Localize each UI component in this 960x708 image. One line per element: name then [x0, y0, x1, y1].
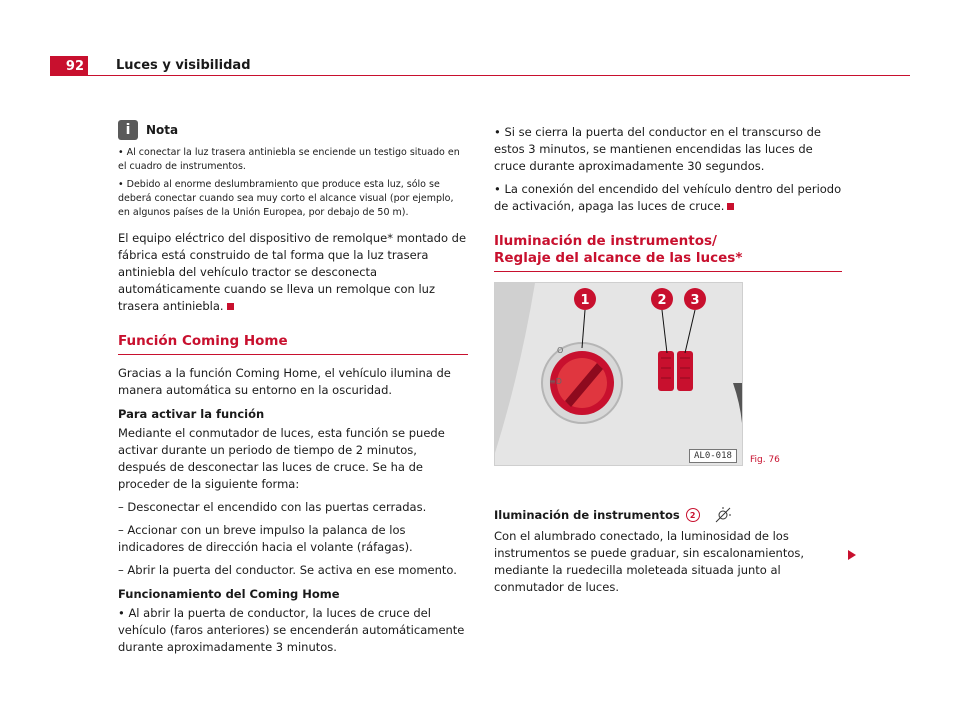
- activate-text: Mediante el conmutador de luces, esta función se puede activar durante un periodo de tiempo de 2 minutos, después de desconectar las luces de cruce. Se ha de proceder de la siguiente forma:: [118, 426, 445, 491]
- svg-text:O: O: [557, 346, 564, 355]
- right-paragraph-1: • Si se cierra la puerta del conductor en el transcurso de estos 3 minutos, se mantienen encendidas las luces de cruce durante aproximadamente 30 segundos.: [494, 125, 821, 173]
- page-number: 92: [50, 56, 88, 76]
- header-rule: [88, 75, 910, 76]
- info-icon: i: [118, 120, 138, 140]
- section-title-instruments: [494, 233, 842, 272]
- dimmer-icon: [714, 506, 732, 524]
- note-item: • Al conectar la luz trasera antiniebla se enciende un testigo situado en el cuadro de instrumentos.: [118, 147, 460, 172]
- subhead-activate: Para activar la función: [118, 407, 265, 421]
- callout-1: 1: [580, 293, 590, 308]
- subhead-instruments: [494, 506, 844, 524]
- note-title: Nota: [146, 123, 179, 137]
- section-intro: Gracias a la función Coming Home, el vehículo ilumina de manera automática su entorno en la oscuridad.: [118, 366, 451, 397]
- instruments-text: Con el alumbrado conectado, la luminosidad de los instrumentos se puede graduar, sin escalonamientos, mediante la ruedecilla moleteada situada junto al conmutador de luces.: [494, 529, 805, 594]
- ref-circle: 2: [686, 508, 700, 522]
- subhead-instruments-text: Iluminación de instrumentos: [494, 508, 680, 522]
- callout-2: 2: [657, 293, 667, 308]
- light-switch-illustration: [495, 283, 742, 465]
- figure-label: Fig. 76: [750, 455, 780, 465]
- end-mark-icon: [727, 203, 734, 210]
- figure-code: AL0-018: [689, 449, 737, 463]
- callout-3: 3: [690, 293, 700, 308]
- step-item: – Accionar con un breve impulso la palanca de los indicadores de dirección hacia el volante (ráfagas).: [118, 523, 413, 554]
- end-mark-icon: [227, 303, 234, 310]
- section-title-line-1: Iluminación de instrumentos/: [494, 233, 717, 249]
- section-title-line-2: Reglaje del alcance de las luces*: [494, 250, 743, 266]
- instruments-block: [494, 498, 844, 602]
- light-switch-figure: [494, 282, 743, 466]
- note-item: • Debido al enorme deslumbramiento que produce esta luz, sólo se deberá conectar cuando sea muy corto el alcance visual (por ejemplo, en algunos países de la Unión Europea, por debajo de 50 m).: [118, 179, 454, 218]
- subhead-operation: Funcionamiento del Coming Home: [118, 587, 340, 601]
- header-title: Luces y visibilidad: [116, 58, 251, 73]
- intro-paragraph: [118, 230, 468, 315]
- operation-text: • Al abrir la puerta de conductor, la luces de cruce del vehículo (faros anteriores) se encenderán automáticamente durante aproximadamente 3 minutos.: [118, 606, 465, 654]
- next-page-arrow-icon: [848, 550, 856, 560]
- left-column: [118, 120, 468, 662]
- right-paragraph-2: [494, 181, 844, 215]
- svg-text:≡D: ≡D: [549, 377, 562, 386]
- right-column: [494, 124, 844, 282]
- section-title-coming-home: Función Coming Home: [118, 333, 468, 355]
- note-header: [118, 120, 468, 140]
- step-item: – Desconectar el encendido con las puertas cerradas.: [118, 500, 427, 514]
- right-paragraph-2-text: • La conexión del encendido del vehículo dentro del periodo de activación, apaga las luces de cruce.: [494, 182, 842, 213]
- step-item: – Abrir la puerta del conductor. Se activa en ese momento.: [118, 563, 457, 577]
- intro-text: El equipo eléctrico del dispositivo de remolque* montado de fábrica está construido de tal forma que la luz trasera antiniebla del vehículo tractor se desconecta automáticamente cuando se lleva un remolque con luz trasera antiniebla.: [118, 231, 467, 313]
